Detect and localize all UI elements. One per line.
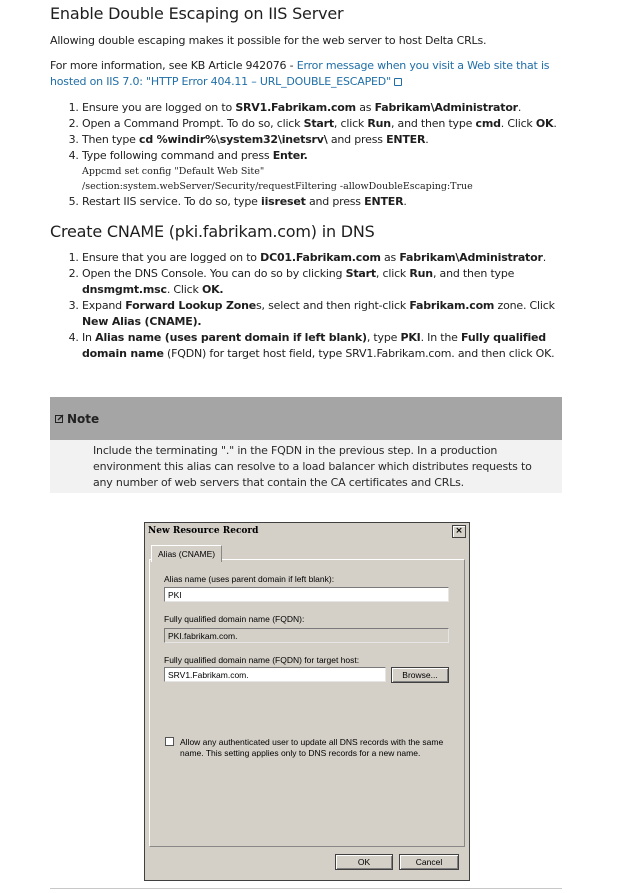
browse-button[interactable]: Browse... <box>391 667 449 683</box>
code-line: /section:system.webServer/Security/requestFiltering -allowDoubleEscaping:True <box>82 181 473 192</box>
more-info-prefix: For more information, see KB Article 942076 - <box>50 59 297 72</box>
dns-step-1: 1. Ensure that you are logged on to DC01.Fabrikam.com as Fabrikam\Administrator. <box>82 250 582 266</box>
note-callout <box>50 397 562 493</box>
fqdn-field: PKI.fabrikam.com. <box>164 628 449 643</box>
code-line: Appcmd set config "Default Web Site" <box>82 166 265 177</box>
iis-step-5: 5. Restart IIS service. To do so, type iisreset and press ENTER. <box>82 194 582 210</box>
note-title: Note <box>67 411 100 426</box>
alias-name-label: Alias name (uses parent domain if left blank): <box>164 574 335 584</box>
bottom-divider <box>50 888 562 889</box>
kb-article-link[interactable]: Error message when you visit a Web site that is hosted on IIS 7.0: "HTTP Error 404.11 – URL_DOUBLE_ESCAPED" <box>50 59 550 88</box>
iis-step-1: 1. Ensure you are logged on to SRV1.Fabrikam.com as Fabrikam\Administrator. <box>82 100 582 116</box>
fqdn-label: Fully qualified domain name (FQDN): <box>164 614 305 624</box>
note-header <box>50 397 562 440</box>
alias-name-input[interactable]: PKI <box>164 587 449 602</box>
iis-step-4: 4. Type following command and press Enter. Appcmd set config "Default Web Site" /section:system.webServer/Security/requestFiltering -allowDoubleEscaping:True <box>82 148 582 194</box>
section-heading-cname: Create CNAME (pki.fabrikam.com) in DNS <box>50 222 375 241</box>
allow-update-label: Allow any authenticated user to update all DNS records with the same name. This setting applies only to DNS records for a new name. <box>180 737 444 758</box>
iis-step-3: 3. Then type cd %windir%\system32\inetsrv\ and press ENTER. <box>82 132 582 148</box>
section-heading-double-escaping: Enable Double Escaping on IIS Server <box>50 4 344 23</box>
note-text: Include the terminating "." in the FQDN in the previous step. In a production environment this alias can resolve to a load balancer which distributes requests to any number of web servers that contain the CA certificates and CRLs. <box>50 440 562 493</box>
iis-step-2: 2. Open a Command Prompt. To do so, click Start, click Run, and then type cmd. Click OK. <box>82 116 582 132</box>
tab-panel <box>149 559 465 847</box>
target-host-label: Fully qualified domain name (FQDN) for target host: <box>164 655 360 665</box>
dns-step-3: 3. Expand Forward Lookup Zones, select and then right-click Fabrikam.com zone. Click New Alias (CNAME). <box>82 298 582 330</box>
iis-steps-list <box>50 100 582 210</box>
ok-button[interactable]: OK <box>335 854 393 870</box>
cancel-button[interactable]: Cancel <box>399 854 459 870</box>
new-resource-record-dialog <box>144 522 470 881</box>
allow-update-checkbox[interactable] <box>165 737 174 746</box>
tab-alias-cname[interactable]: Alias (CNAME) <box>151 545 222 562</box>
dialog-title: New Resource Record <box>148 526 259 536</box>
close-icon[interactable]: × <box>452 525 466 538</box>
more-info-paragraph <box>50 58 555 89</box>
external-link-icon <box>394 78 402 86</box>
dns-step-4: 4. In Alias name (uses parent domain if left blank), type PKI. In the Fully qualified domain name (FQDN) for target host field, type SRV1.Fabrikam.com. and then click OK. <box>82 330 582 362</box>
dns-steps-list <box>50 250 582 362</box>
dialog-title-bar <box>145 523 469 539</box>
intro-paragraph: Allowing double escaping makes it possible for the web server to host Delta CRLs. <box>50 34 487 47</box>
target-host-input[interactable]: SRV1.Fabrikam.com. <box>164 667 386 682</box>
pencil-icon <box>55 414 64 423</box>
command-code-block <box>82 164 582 194</box>
dns-step-2: 2. Open the DNS Console. You can do so by clicking Start, click Run, and then type dnsmgmt.msc. Click OK. <box>82 266 582 298</box>
